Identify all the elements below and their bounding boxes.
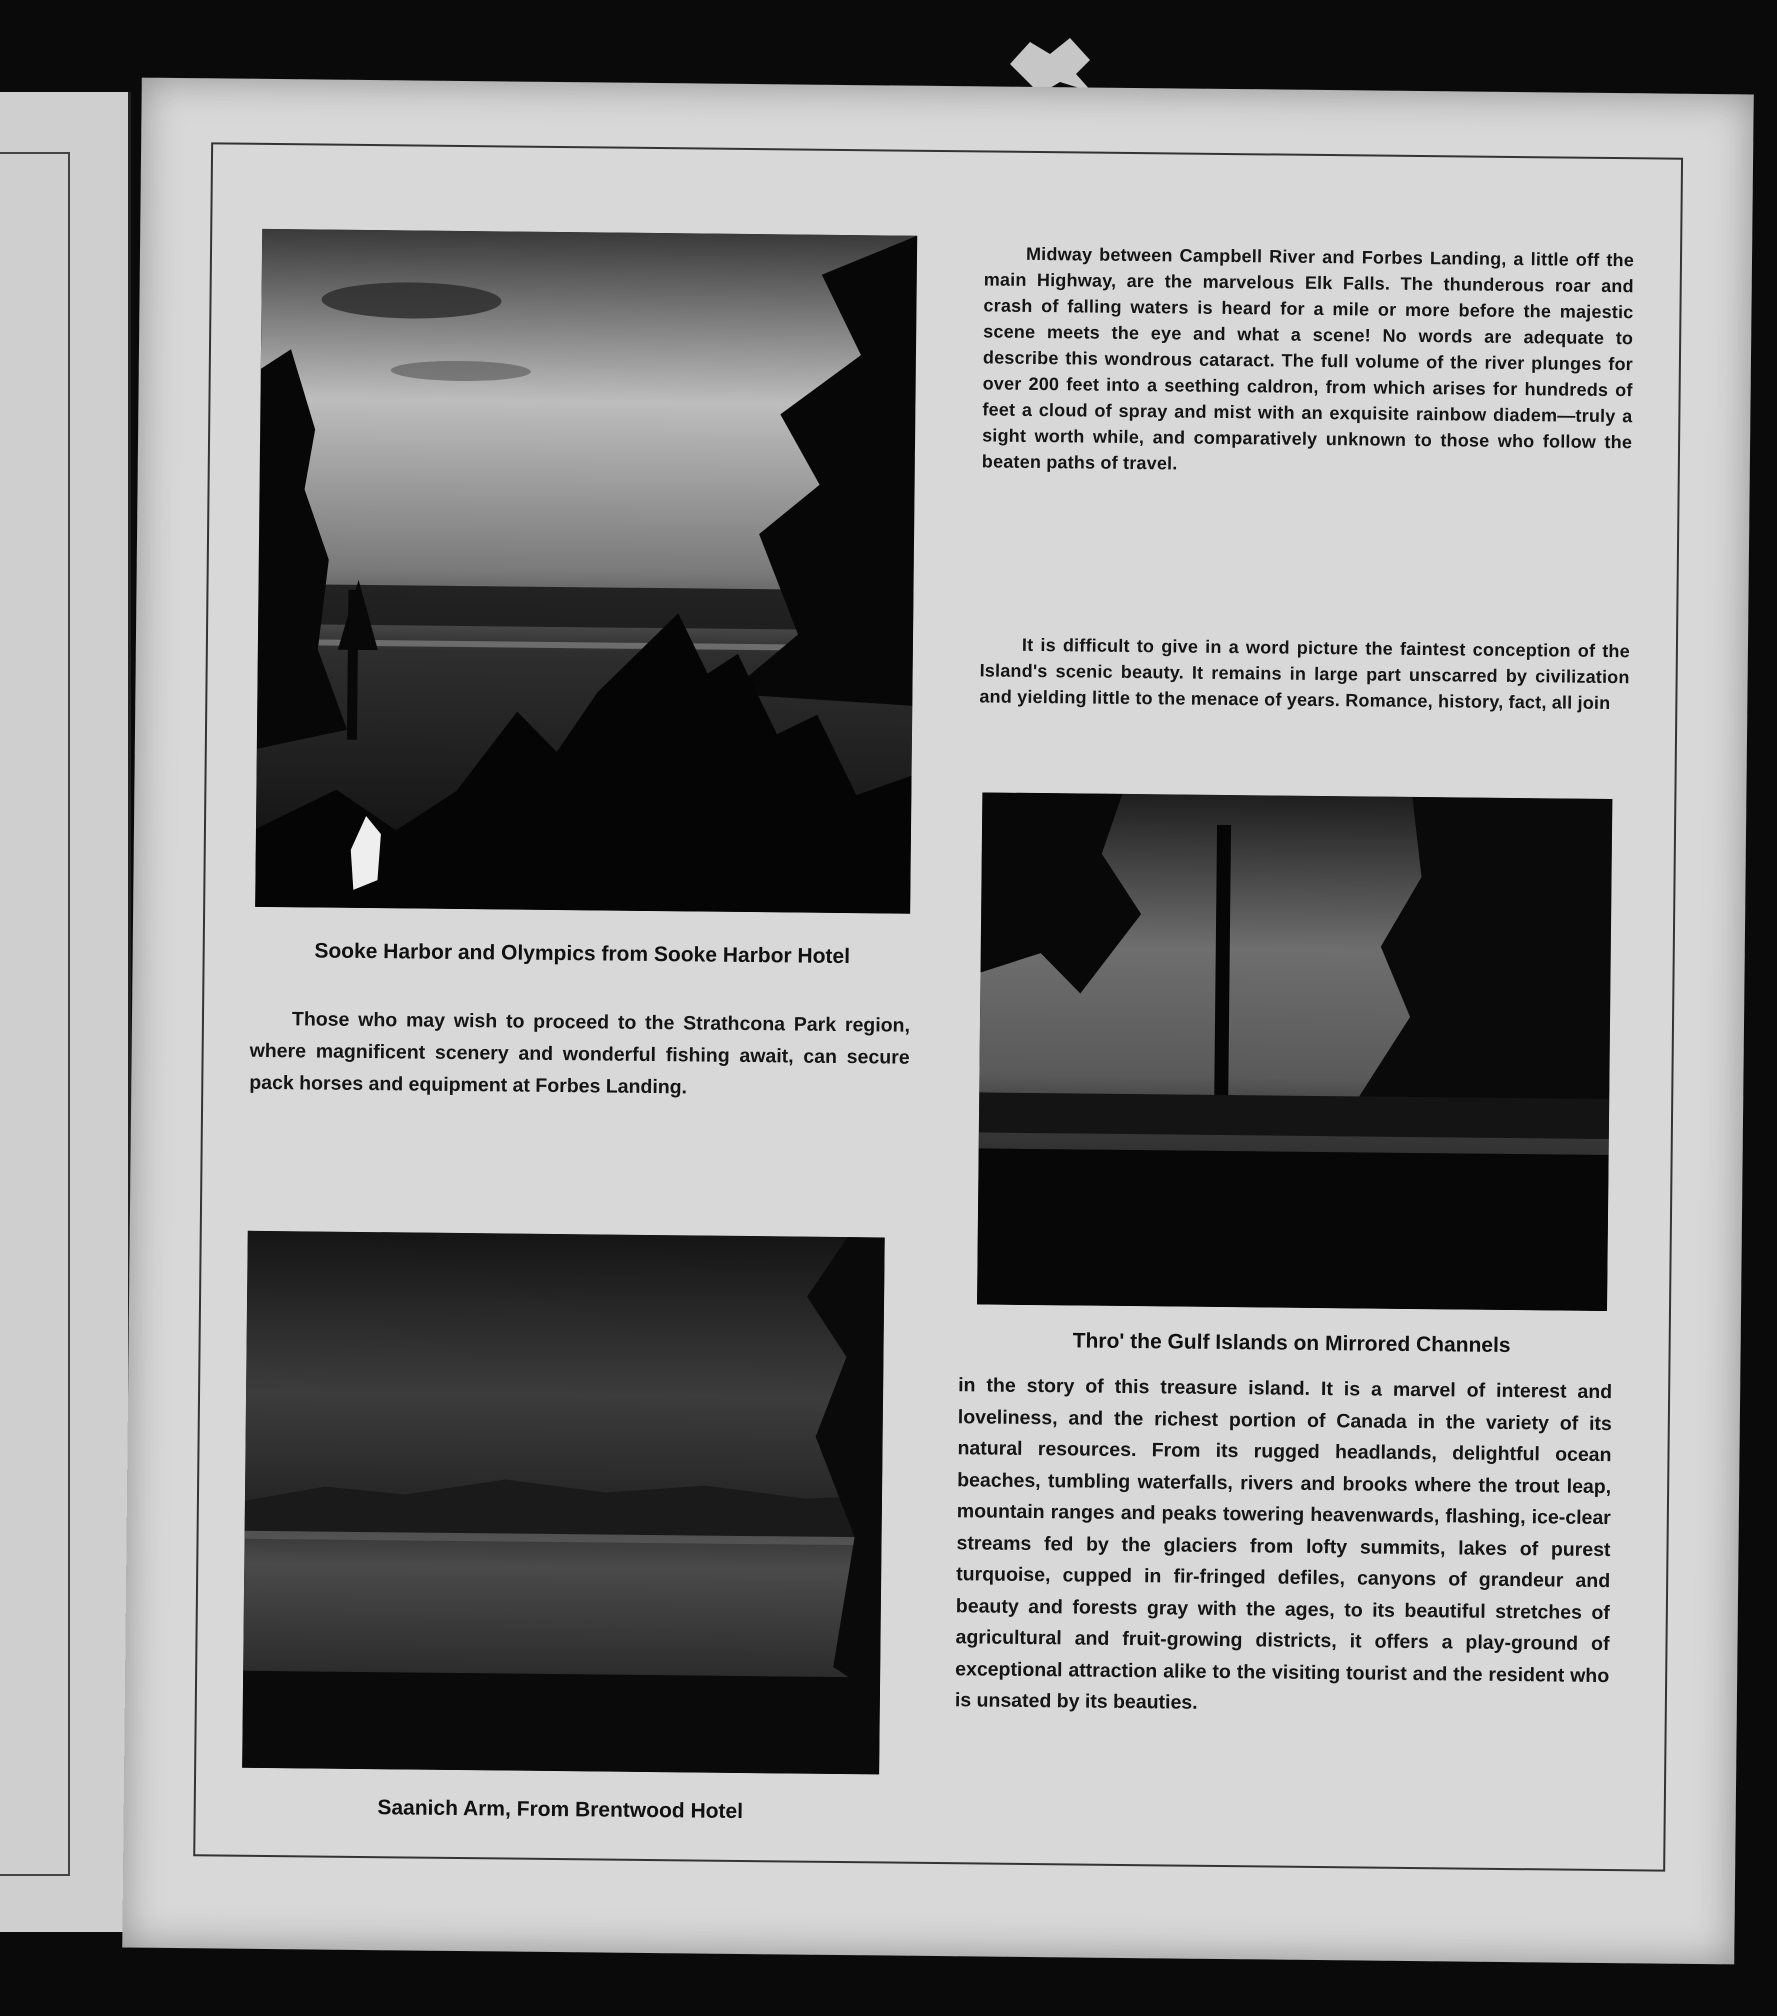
paragraph-treasure-island: in the story of this treasure island. It is a marvel of interest and loveliness, and the richest portion of Canada in the variety of its natural resources. From its rugged headlands, delightful ocean beaches, tumbling waterfalls, rivers and brooks where the trout leap, mountain ranges and peaks towering heavenwards, flashing, ice-clear streams fed by the glaciers from lofty summits, lakes of purest turquoise, cupped in fir-fringed defiles, canyons of grandeur and beauty and forests gray with the ages, to its beautiful stretches of agricultural and fruit-growing districts, it offers a play-ground of exceptional attraction alike to the visiting tourist and the resident who is unsated by its beauties.: [954, 1374, 1613, 1714]
caption-gulf-islands: Thro' the Gulf Islands on Mirrored Channels: [1072, 1329, 1511, 1358]
paragraph-scenic-beauty: It is difficult to give in a word picture the faintest conception of the Island's scenic beauty. It remains in large part unscarred by civilization and yielding little to the menace of years. Romance, history, fact, all join: [979, 634, 1631, 714]
caption-saanich-arm: Saanich Arm, From Brentwood Hotel: [377, 1796, 744, 1824]
photo-sooke-harbor: [255, 229, 917, 914]
photo-gulf-islands: [977, 792, 1612, 1311]
left-page-border: [0, 152, 70, 1876]
paragraph-elk-falls: Midway between Campbell River and Forbes Landing, a little off the main Highway, are the marvelous Elk Falls. The thunderous roar and crash of falling waters is heard for a mile or more before the majestic scene meets the eye and what a scene! No words are adequate to describe this wondrous cataract. The full volume of the river plunges for over 200 feet into a seething caldron, from which arises for hundreds of feet a cloud of spray and mist with an exquisite rainbow diadem—truly a sight worth while, and comparatively unknown to those who follow the beaten paths of travel.: [981, 243, 1635, 474]
photo-saanich-arm: [242, 1231, 885, 1775]
left-page-edge: [0, 92, 131, 1932]
caption-sooke-harbor: Sooke Harbor and Olympics from Sooke Harbor Hotel: [314, 939, 851, 969]
document-page: [122, 78, 1753, 1965]
paragraph-strathcona: Those who may wish to proceed to the Strathcona Park region, where magnificent scenery and wonderful fishing await, can secure pack horses and equipment at Forbes Landing.: [249, 1008, 911, 1099]
